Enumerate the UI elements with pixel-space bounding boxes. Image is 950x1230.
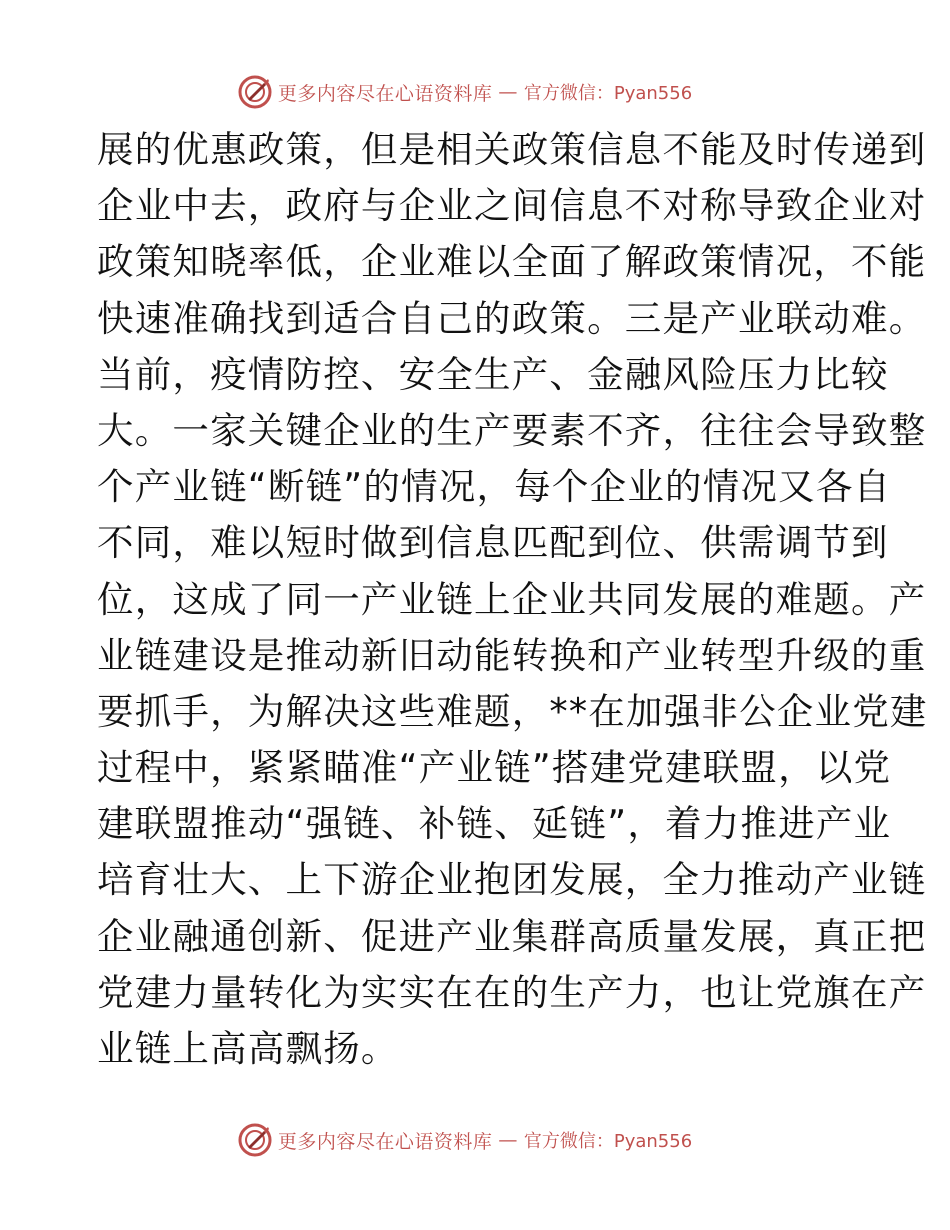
body-line: 要抓手，为解决这些难题，**在加强非公企业党建 [97, 689, 928, 733]
body-line: 培育壮大、上下游企业抱团发展，全力推动产业链 [97, 858, 927, 902]
body-line: 企业中去，政府与企业之间信息不对称导致企业对 [97, 184, 927, 228]
body-line: 业链上高高飘扬。 [97, 1027, 399, 1070]
body-line: 建联盟推动“强链、补链、延链”，着力推进产业 [97, 802, 892, 846]
footer-banner-text: 更多内容尽在心语资料库 [277, 1130, 493, 1153]
footer-banner-dash: — [498, 1129, 518, 1151]
header-banner [0, 72, 950, 112]
body-line: 企业融通创新、促进产业集群高质量发展，真正把 [97, 914, 927, 958]
body-line: 快速准确找到适合自己的政策。三是产业联动难。 [97, 296, 927, 340]
brand-logo-icon [238, 1123, 272, 1157]
footer-banner-wechat: 官方微信：Pyan556 [523, 1131, 693, 1152]
header-banner-dash: — [498, 81, 518, 103]
header-banner-wechat: 官方微信：Pyan556 [523, 83, 693, 104]
body-line: 位，这成了同一产业链上企业共同发展的难题。产 [97, 577, 927, 621]
body-line: 个产业链“断链”的情况，每个企业的情况又各自 [97, 465, 892, 509]
body-line: 党建力量转化为实实在在的生产力，也让党旗在产 [97, 970, 927, 1014]
body-line: 大。一家关键企业的生产要素不齐，往往会导致整 [97, 408, 927, 452]
body-line: 不同，难以短时做到信息匹配到位、供需调节到 [97, 521, 889, 565]
body-line: 过程中，紧紧瞄准“产业链”搭建党建联盟，以党 [97, 746, 892, 790]
document-body [97, 122, 928, 1077]
header-banner-text: 更多内容尽在心语资料库 [277, 82, 493, 105]
footer-banner [0, 1120, 950, 1160]
body-line: 业链建设是推动新旧动能转换和产业转型升级的重 [97, 633, 927, 677]
body-line: 展的优惠政策，但是相关政策信息不能及时传递到 [97, 128, 927, 171]
body-line: 政策知晓率低，企业难以全面了解政策情况，不能 [97, 240, 927, 284]
body-line: 当前，疫情防控、安全生产、金融风险压力比较 [97, 352, 889, 396]
brand-logo-icon [238, 75, 272, 109]
